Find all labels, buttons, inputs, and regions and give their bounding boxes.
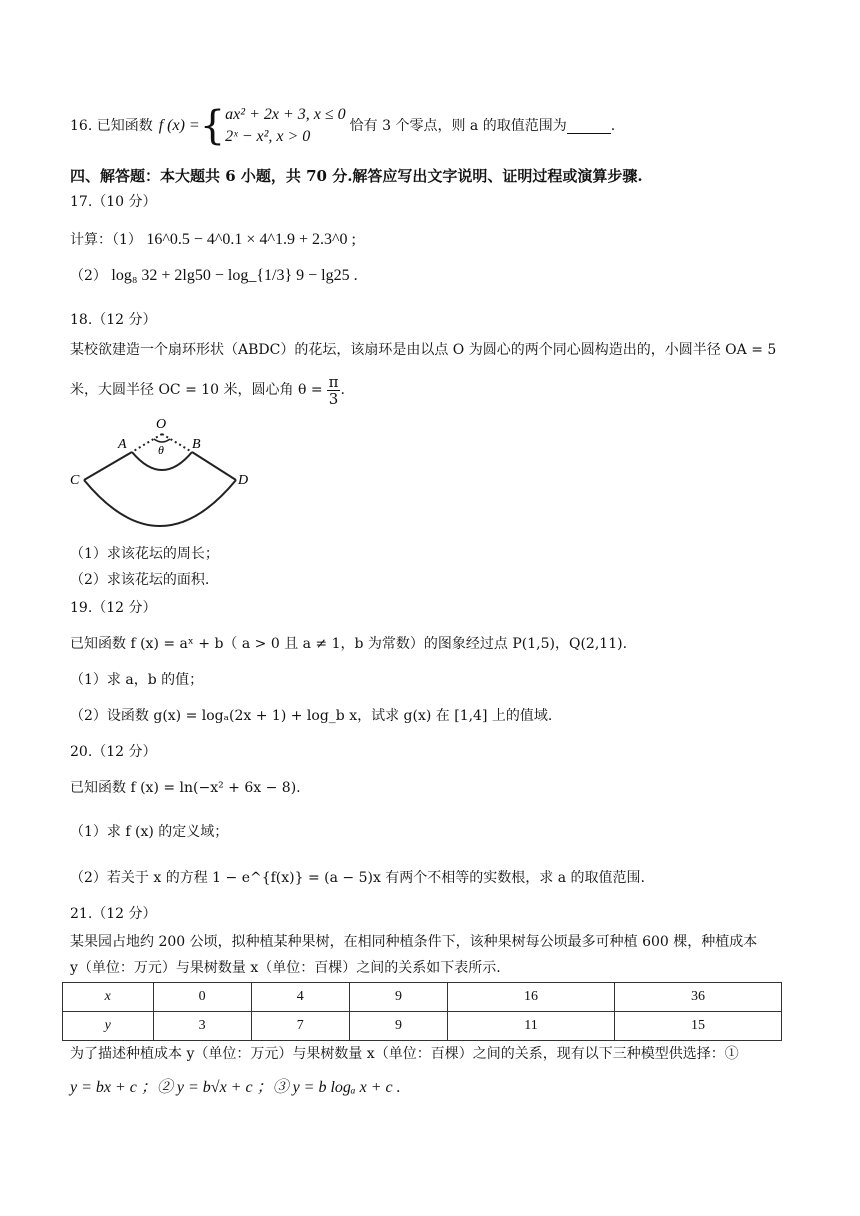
radius-ob	[162, 434, 192, 452]
q16-piecewise	[225, 104, 345, 148]
q17-part2-label: （2）	[70, 268, 107, 284]
section-heading: 四、解答题：本大题共 6 小题，共 70 分.解答应写出文字说明、证明过程或演算步骤.	[70, 167, 643, 185]
side-ac	[84, 452, 132, 480]
table-cell-label: y	[63, 1012, 154, 1041]
q21-text-2: y（单位：万元）与果树数量 x（单位：百棵）之间的关系如下表所示.	[70, 960, 501, 976]
q18-part2: （2）求该花坛的面积.	[70, 572, 210, 588]
q18-text-2	[70, 370, 345, 410]
q17-part1-expr: 16^0.5 − 4^0.1 × 4^1.9 + 2.3^0 ;	[146, 231, 356, 248]
q16-end: .	[610, 118, 616, 134]
label-o: O	[156, 417, 167, 432]
label-c: C	[70, 473, 80, 488]
q18-text-2-end: .	[340, 382, 345, 398]
q21-text-1: 某果园占地约 200 公顷，拟种植某种果树，在相同种植条件下，该种果树每公顷最多可种植 600 棵，种植成本	[70, 934, 758, 950]
q21-header: 21.（12 分）	[70, 906, 157, 922]
table-cell: 15	[615, 1012, 782, 1041]
question-16	[70, 104, 615, 148]
label-d: D	[238, 473, 249, 488]
answer-blank[interactable]	[567, 119, 611, 134]
q20-text-1: 已知函数 f (x) = ln(−x² + 6x − 8).	[70, 780, 301, 796]
q16-fx: f (x) =	[158, 117, 200, 134]
q18-text-1: 某校欲建造一个扇环形状（ABDC）的花坛，该扇环是由以点 O 为圆心的两个同心圆构造出的，小圆半径 OA = 5	[70, 342, 777, 358]
q16-piece-2: 2ˣ − x², x > 0	[225, 128, 311, 145]
table-row-y	[63, 1012, 782, 1041]
table-cell: 4	[251, 983, 349, 1012]
q17-part2-expr: log₈ 32 + 2lg50 − log_{1/3} 9 − lg25 .	[111, 267, 358, 284]
outer-arc	[84, 480, 236, 526]
q19-header: 19.（12 分）	[70, 600, 157, 616]
table-cell: 36	[615, 983, 782, 1012]
q17-part2	[70, 266, 358, 286]
q20-part1: （1）求 f (x) 的定义域；	[70, 824, 229, 840]
q19-part2: （2）设函数 g(x) = logₐ(2x + 1) + log_b x，试求 g(x) 在 [1,4] 上的值域.	[70, 708, 553, 724]
fraction-numerator: π	[328, 372, 339, 391]
q21-text-3: 为了描述种植成本 y（单位：万元）与果树数量 x（单位：百棵）之间的关系，现有以下三种模型供选择：①	[70, 1046, 739, 1062]
label-b: B	[192, 437, 201, 452]
sector-ring-figure	[70, 412, 270, 532]
q20-header: 20.（12 分）	[70, 744, 157, 760]
label-a: A	[118, 437, 127, 452]
piecewise-brace: {	[199, 103, 226, 149]
q20-part2: （2）若关于 x 的方程 1 − e^{f(x)} = (a − 5)x 有两个不相等的实数根，求 a 的取值范围.	[70, 870, 646, 886]
table-cell: 7	[251, 1012, 349, 1041]
q17-part1	[70, 230, 356, 250]
q18-header: 18.（12 分）	[70, 312, 157, 328]
angle-arc	[154, 439, 170, 442]
cost-table	[62, 982, 782, 1041]
side-bd	[192, 452, 236, 480]
table-cell: 9	[349, 983, 447, 1012]
table-cell-label: x	[63, 983, 154, 1012]
q16-piece-1: ax² + 2x + 3, x ≤ 0	[225, 106, 346, 123]
q19-text-1: 已知函数 f (x) = aˣ + b（ a > 0 且 a ≠ 1，b 为常数）的图象经过点 P(1,5)，Q(2,11).	[70, 636, 628, 652]
table-row-x	[63, 983, 782, 1012]
q18-part1: （1）求该花坛的周长；	[70, 546, 219, 562]
q16-suffix: 恰有 3 个零点，则 a 的取值范围为	[349, 118, 567, 134]
table-cell: 0	[153, 983, 251, 1012]
q17-header: 17.（10 分）	[70, 194, 157, 210]
q21-models: y = bx + c ；② y = b√x + c ；③ y = b logₐ x + c .	[70, 1079, 401, 1096]
table-cell: 9	[349, 1012, 447, 1041]
theta-fraction	[327, 374, 341, 407]
q17-part1-label: 计算：（1）	[70, 232, 142, 248]
fraction-denominator: 3	[328, 389, 339, 408]
table-cell: 11	[448, 1012, 615, 1041]
table-cell: 3	[153, 1012, 251, 1041]
q18-text-2a: 米，大圆半径 OC = 10 米，圆心角 θ =	[70, 382, 323, 398]
table-cell: 16	[448, 983, 615, 1012]
label-theta: θ	[158, 443, 164, 457]
q19-part1: （1）求 a，b 的值；	[70, 672, 204, 688]
q16-prefix: 16. 已知函数	[70, 118, 153, 134]
